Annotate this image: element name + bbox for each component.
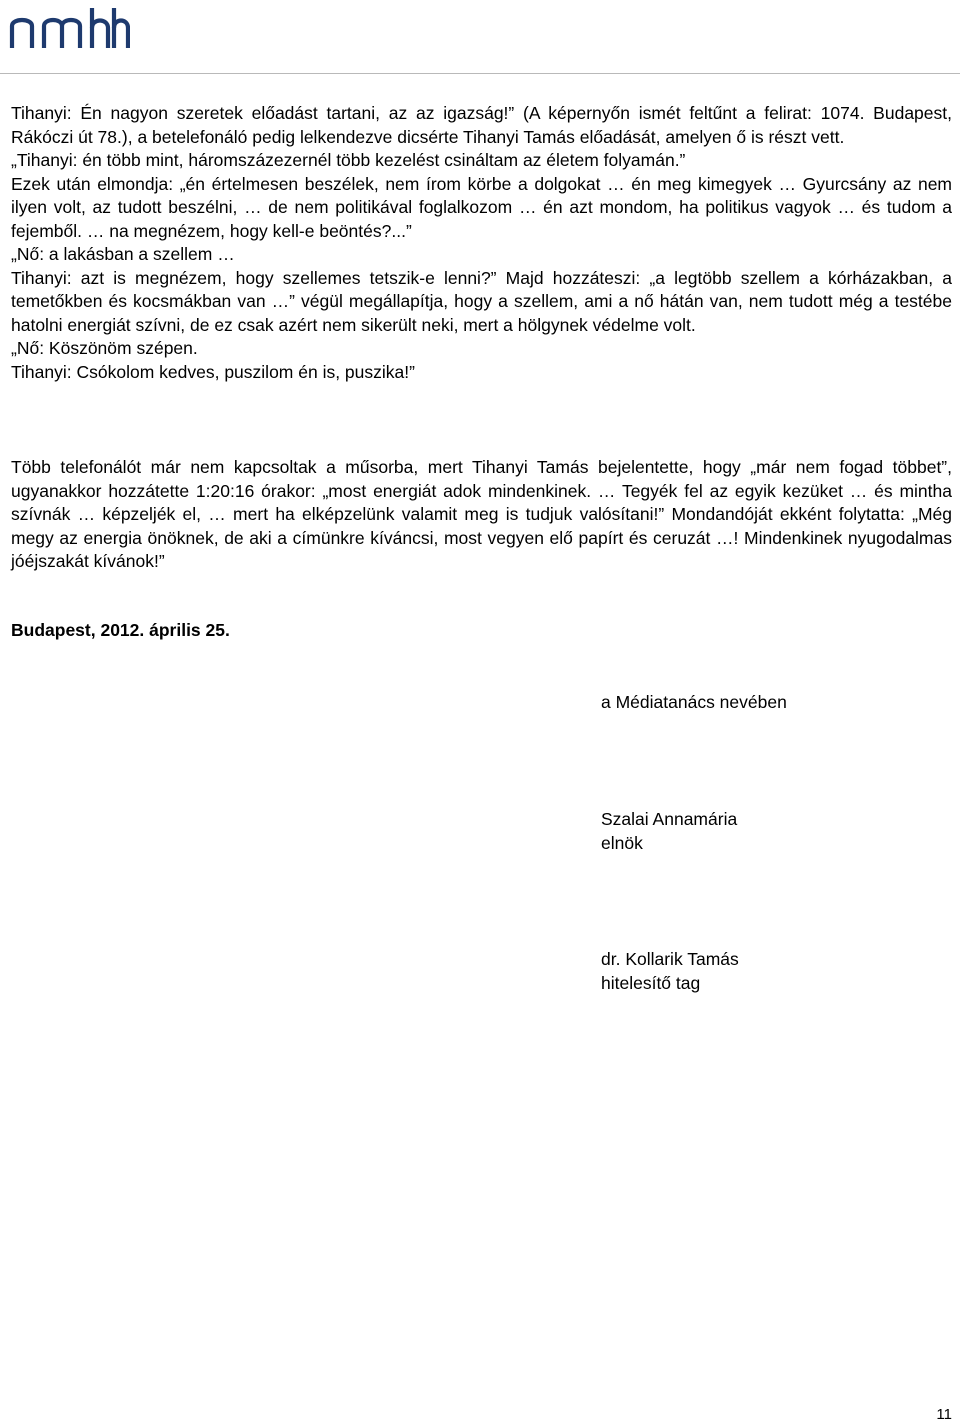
paragraph: Több telefonálót már nem kapcsoltak a műsorba, mert Tihanyi Tamás bejelentette, hogy „már nem fogad többet”, ugyanakkor hozzátette 1:20:16 órakor: „most energiát adok mindenkinek. … Tegyék fel az egyik kezüket … és mintha szívnák … képzeljék el, … mert ha elképzelünk valamit meg is tudjuk valósítani!” Mondandóját ekként folytatta: „Még megy az energia önöknek, de aki a címünkre kíváncsi, most vegyen elő papírt és ceruzát …! Mindenkinek nyugodalmas jóéjszakát kívánok!” (11, 457, 952, 571)
signer-role: hitelesítő tag (601, 973, 701, 993)
paragraph: Tihanyi: Én nagyon szeretek előadást tartani, az az igazság!” (A képernyőn ismét feltűnt a felirat: 1074. Budapest, Rákóczi út 78.), a betelefonáló pedig lelkendezve dicsérte Tihanyi Tamás előadását, amelyen ő is részt vett. (11, 103, 952, 147)
signer-name: dr. Kollarik Tamás (601, 949, 739, 969)
on-behalf-text: a Médiatanács nevében (601, 692, 787, 712)
paragraph: „Tihanyi: én több mint, háromszázezernél több kezelést csináltam az életem folyamán.” (11, 150, 686, 170)
body-block-2 (11, 456, 952, 574)
page-number: 11 (936, 1406, 952, 1423)
paragraph: „Nő: a lakásban a szellem … (11, 244, 235, 264)
signature-block-behalf (601, 690, 787, 714)
document-date: Budapest, 2012. április 25. (11, 620, 230, 640)
signature-block-2 (601, 947, 739, 995)
paragraph: Ezek után elmondja: „én értelmesen beszélek, nem írom körbe a dolgokat … én meg kimegyek … Gyurcsány az nem ilyen volt, az tudott beszélni, … de nem politikával foglalkozom … én azt mondom, ha politikus vagyok … és tudom a fejemből. … na megnézem, hogy kell-e beöntés?...” (11, 173, 952, 241)
body-block-1 (11, 102, 952, 384)
signer-role: elnök (601, 833, 643, 853)
paragraph: „Nő: Köszönöm szépen. (11, 338, 198, 358)
paragraph: Tihanyi: azt is megnézem, hogy szellemes tetszik-e lenni?” Majd hozzáteszi: „a legtöbb szellem a kórházakban, a temetőkben és kocsmákban van …” végül megállapítja, hogy a szellem, ami a nő hátán van, nem tudott még a testébe hatolni energiát szívni, de ez csak azért nem sikerült neki, mert a hölgynek védelme volt. (11, 267, 952, 335)
nmhh-logo (8, 4, 130, 52)
signer-name: Szalai Annamária (601, 809, 738, 829)
signature-block-1 (601, 807, 737, 855)
paragraph: Tihanyi: Csókolom kedves, puszilom én is, puszika!” (11, 361, 415, 382)
header-rule (0, 73, 960, 74)
